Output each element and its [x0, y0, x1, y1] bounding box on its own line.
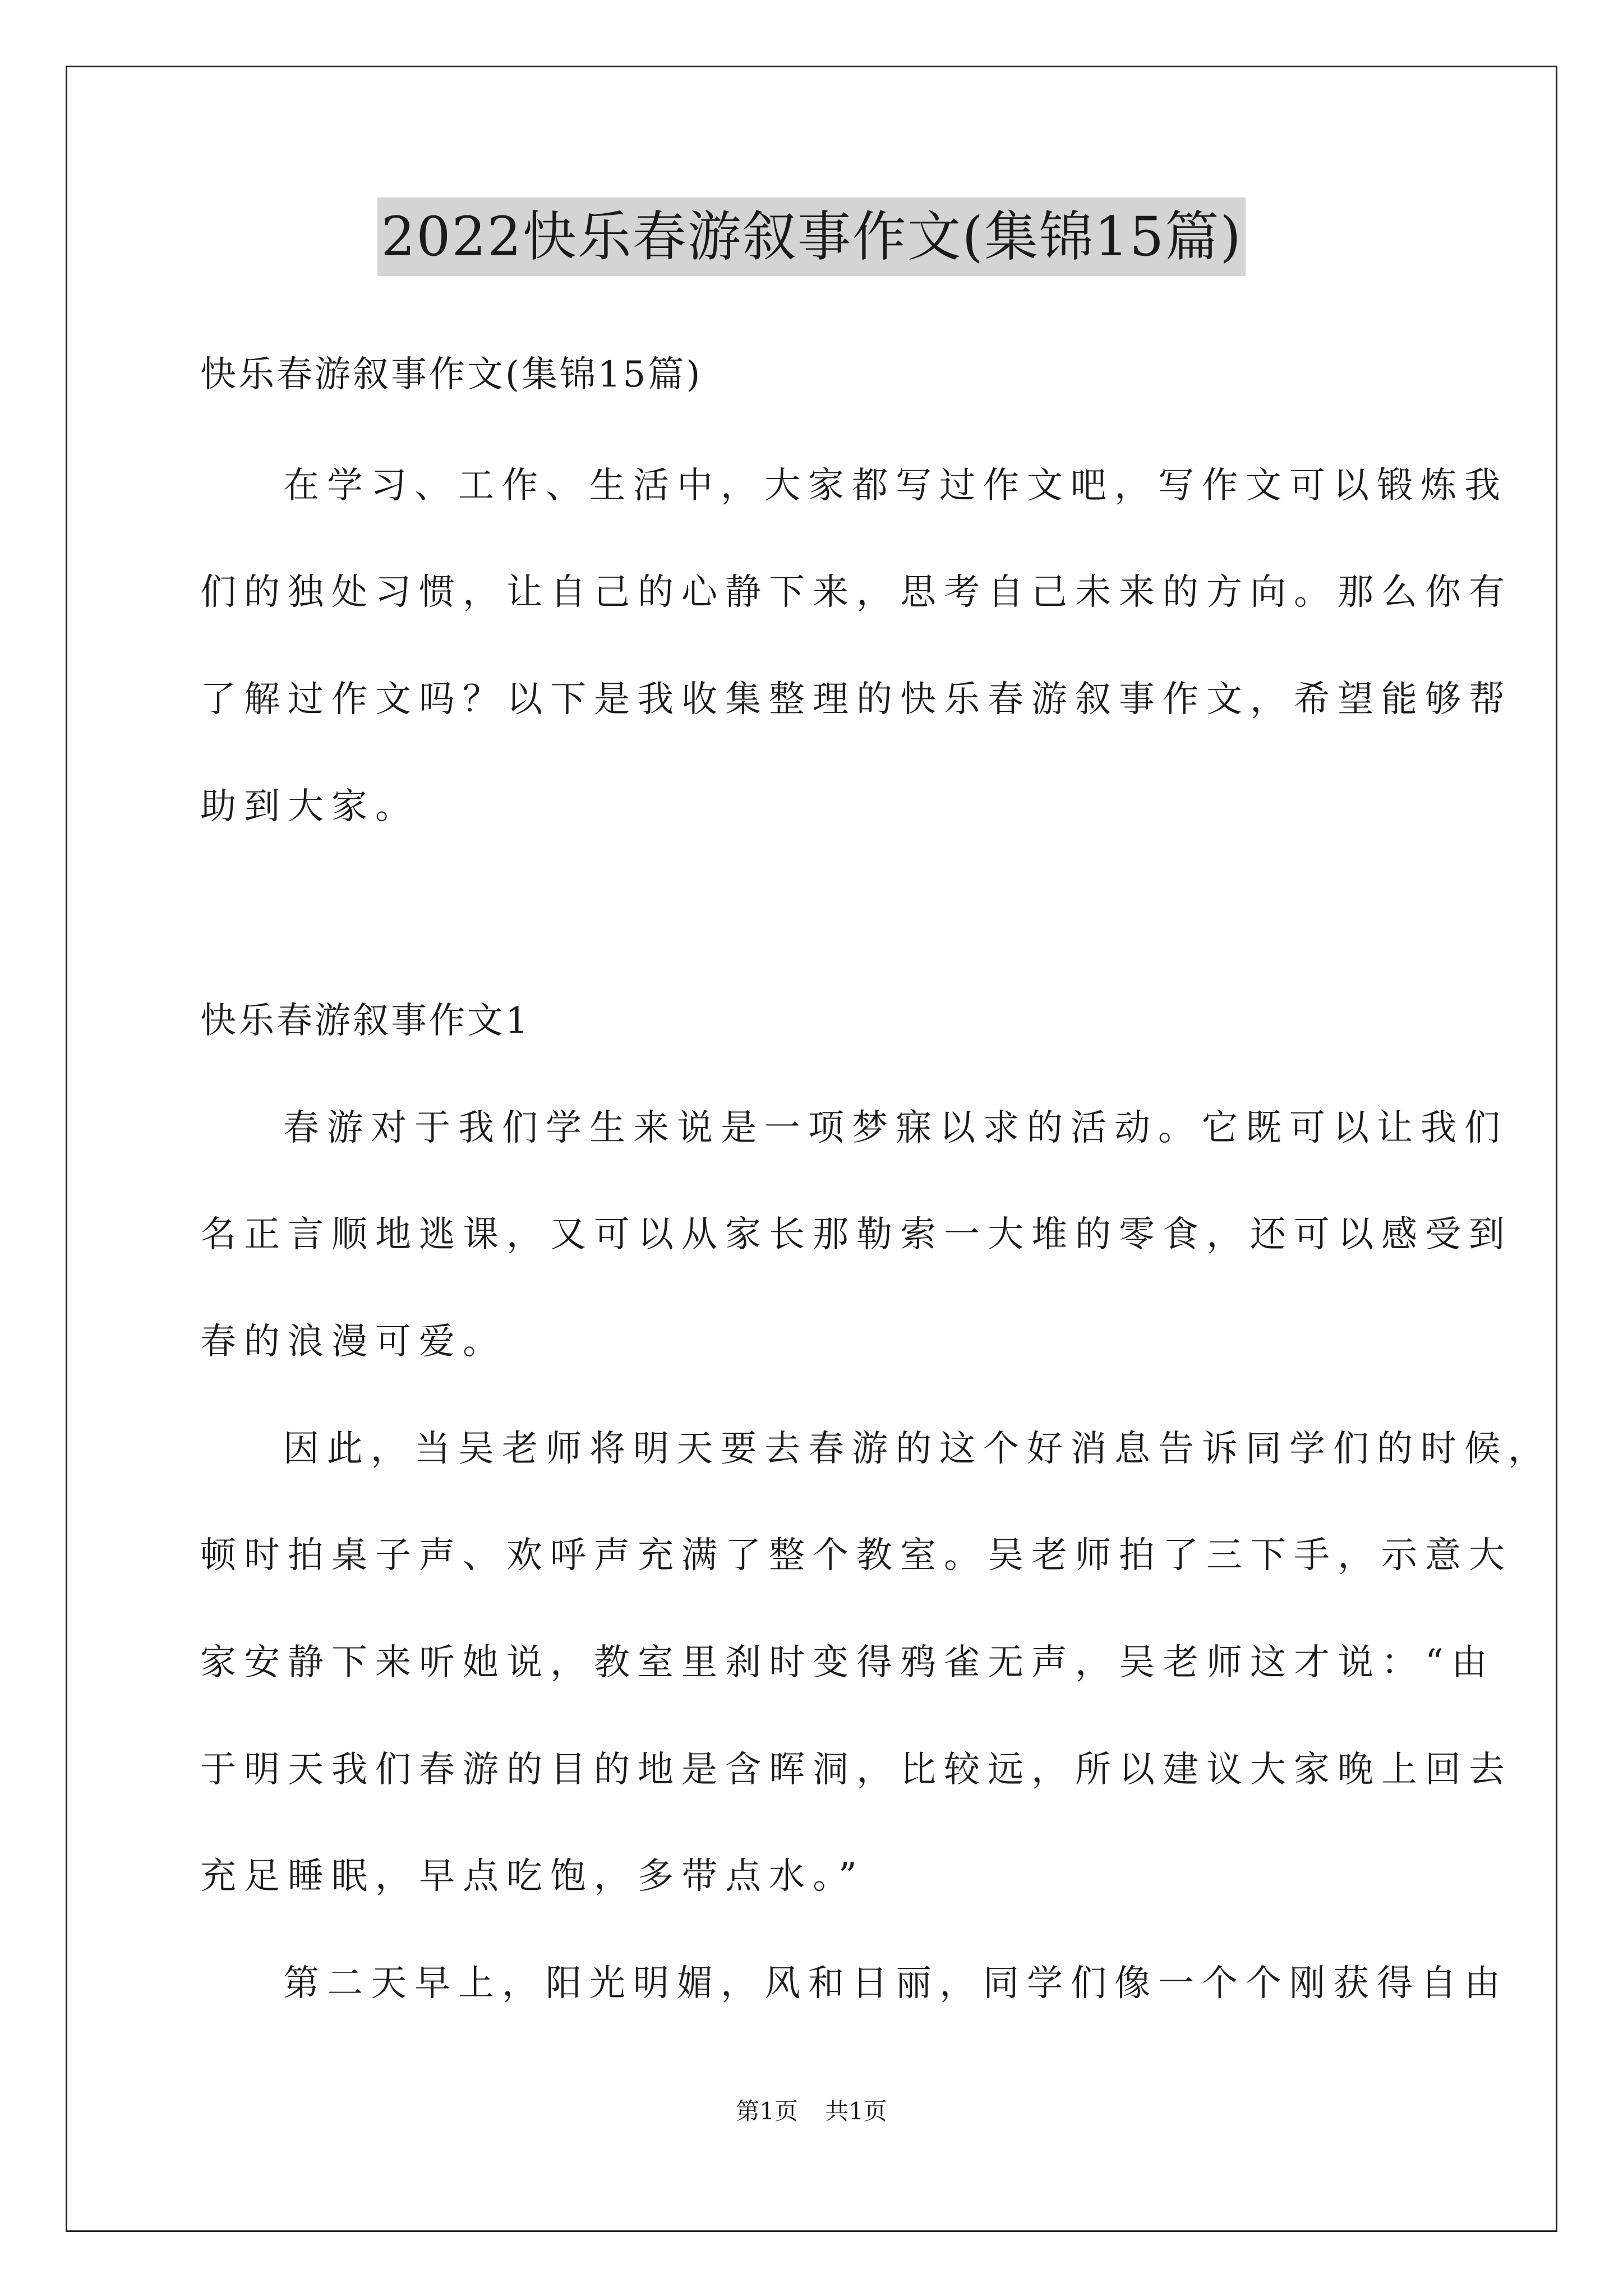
paragraph-line: 第二天早上，阳光明媚，风和日丽，同学们像一个个刚获得自由	[283, 1963, 1508, 2004]
section-heading: 快乐春游叙事作文1	[200, 1000, 531, 1042]
paragraph-line: 家安静下来听她说，教室里刹时变得鸦雀无声，吴老师这才说：“由	[200, 1642, 1495, 1683]
intro-line: 们的独处习惯，让自己的心静下来，思考自己未来的方向。那么你有	[200, 572, 1513, 613]
paragraph-line: 春游对于我们学生来说是一项梦寐以求的活动。它既可以让我们	[283, 1107, 1508, 1149]
title-container	[0, 197, 1623, 276]
page-number: 第1页	[736, 2097, 798, 2125]
document-subtitle: 快乐春游叙事作文(集锦15篇)	[200, 354, 703, 395]
page-total: 共1页	[825, 2097, 887, 2125]
paragraph-line: 因此，当吴老师将明天要去春游的这个好消息告诉同学们的时候，	[283, 1428, 1552, 1470]
document-title: 2022快乐春游叙事作文(集锦15篇)	[377, 197, 1245, 276]
paragraph-line: 顿时拍桌子声、欢呼声充满了整个教室。吴老师拍了三下手，示意大	[200, 1535, 1513, 1576]
paragraph-line: 充足睡眠，早点吃饱，多带点水。”	[200, 1856, 865, 1897]
page-footer	[0, 2095, 1623, 2128]
paragraph-line: 名正言顺地逃课，又可以从家长那勒索一大堆的零食，还可以感受到	[200, 1214, 1513, 1255]
intro-line: 了解过作文吗？以下是我收集整理的快乐春游叙事作文，希望能够帮	[200, 679, 1513, 720]
intro-line: 在学习、工作、生活中，大家都写过作文吧，写作文可以锻炼我	[283, 465, 1508, 507]
paragraph-line: 于明天我们春游的目的地是含晖洞，比较远，所以建议大家晚上回去	[200, 1749, 1513, 1791]
paragraph-line: 春的浪漫可爱。	[200, 1321, 506, 1363]
intro-line: 助到大家。	[200, 786, 419, 827]
